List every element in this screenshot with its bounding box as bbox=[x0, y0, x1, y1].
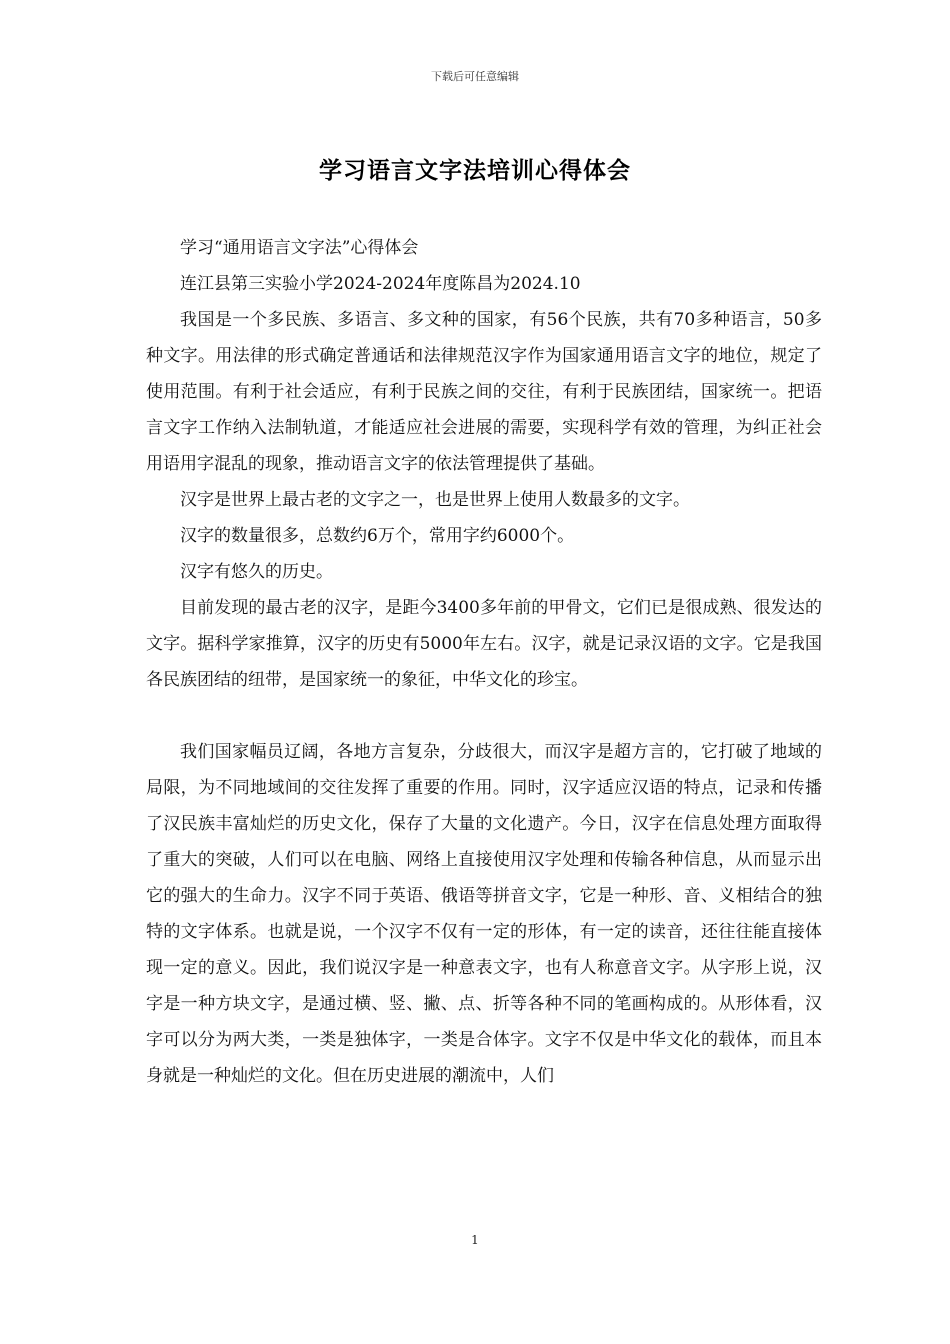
paragraph: 汉字的数量很多，总数约6万个，常用字约6000个。 bbox=[180, 526, 575, 546]
paragraph-subtitle: 学习“通用语言文字法”心得体会 bbox=[180, 238, 419, 258]
paragraph: 目前发现的最古老的汉字，是距今3400多年前的甲骨文，它们已是很成熟、很发达的文字。据科学家推算，汉字的历史有5000年左右。汉字，就是记录汉语的文字。它是我国各民族团结的纽带，是国家统一的象征，中华文化的珍宝。 bbox=[146, 598, 822, 690]
paragraph: 汉字是世界上最古老的文字之一，也是世界上使用人数最多的文字。 bbox=[180, 490, 690, 510]
header-note: 下载后可任意编辑 bbox=[431, 70, 519, 83]
page-number: 1 bbox=[471, 1233, 479, 1247]
paragraph: 我们国家幅员辽阔，各地方言复杂，分歧很大，而汉字是超方言的，它打破了地域的局限，为不同地域间的交往发挥了重要的作用。同时，汉字适应汉语的特点，记录和传播了汉民族丰富灿烂的历史文化，保存了大量的文化遗产。今日，汉字在信息处理方面取得了重大的突破，人们可以在电脑、网络上直接使用汉字处理和传输各种信息，从而显示出它的强大的生命力。汉字不同于英语、俄语等拼音文字，它是一种形、音、义相结合的独特的文字体系。也就是说，一个汉字不仅有一定的形体，有一定的读音，还往往能直接体现一定的意义。因此，我们说汉字是一种意表文字，也有人称意音文字。从字形上说，汉字是一种方块文字，是通过横、竖、撇、点、折等各种不同的笔画构成的。从形体看，汉字可以分为两大类，一类是独体字，一类是合体字。文字不仅是中华文化的载体，而且本身就是一种灿烂的文化。但在历史进展的潮流中，人们 bbox=[146, 742, 822, 1086]
document-body bbox=[146, 230, 822, 1094]
paragraph-author-line: 连江县第三实验小学2024-2024年度陈昌为2024.10 bbox=[180, 274, 581, 294]
paragraph: 我国是一个多民族、多语言、多文种的国家，有56个民族，共有70多种语言，50多种文字。用法律的形式确定普通话和法律规范汉字作为国家通用语言文字的地位，规定了使用范围。有利于社会适应，有利于民族之间的交往，有利于民族团结，国家统一。把语言文字工作纳入法制轨道，才能适应社会进展的需要，实现科学有效的管理，为纠正社会用语用字混乱的现象，推动语言文字的依法管理提供了基础。 bbox=[146, 310, 822, 474]
paragraph: 汉字有悠久的历史。 bbox=[180, 562, 333, 582]
document-title: 学习语言文字法培训心得体会 bbox=[319, 158, 631, 184]
